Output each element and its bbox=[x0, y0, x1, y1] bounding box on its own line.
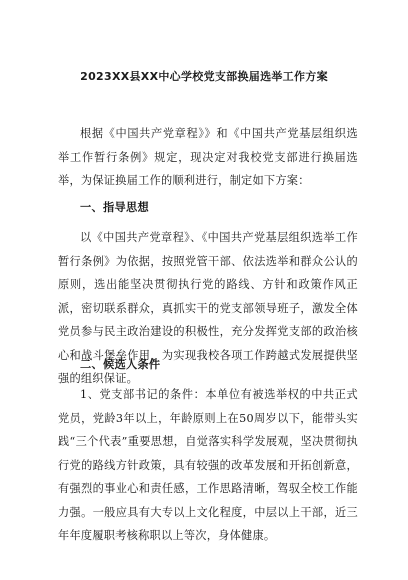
section2-paragraph: 1、党支部书记的条件：本单位有被选举权的中共正式党员，党龄3年以上，年龄原则上在50周岁以下，能带头实践“三个代表”重要思想，自觉落实科学发展观，坚决贯彻执行党的路线方针政策，具有较强的改革发展和开拓创新意，有强烈的事业心和责任感，工作思路清晰，驾驭全校工作能力强。一般应具有大专以上文化程度，中层以上干部，近三年年度履职考核称职以上等次，身体健康。 bbox=[58, 388, 358, 542]
document-title: 2023XX县XX中心学校党支部换届选举工作方案 bbox=[80, 70, 328, 83]
section1-paragraph: 以《中国共产党章程》、《中国共产党基层组织选举工作暂行条例》为依据，按照党管干部、依法选举和群众公认的原则，选出能坚决贯彻执行党的路线、方针和政策作风正派，密切联系群众，真抓实干的党支部领导班子，激发全体党员参与民主政治建设的积极性，充分发挥党支部的政治核心和战斗堡垒作用，为实现我校各项工作跨越式发展提供坚强的组织保证。 bbox=[58, 231, 358, 385]
section-heading-candidate-conditions: 二、候选人条件 bbox=[80, 358, 161, 371]
intro-paragraph: 根据《中国共产党章程》》和《中国共产党基层组织选举工作暂行条例》规定，现决定对我校党支部进行换届选举，为保证换届工作的顺利进行，制定如下方案： bbox=[58, 127, 358, 187]
section-heading-guiding-ideology: 一、指导思想 bbox=[80, 201, 149, 214]
